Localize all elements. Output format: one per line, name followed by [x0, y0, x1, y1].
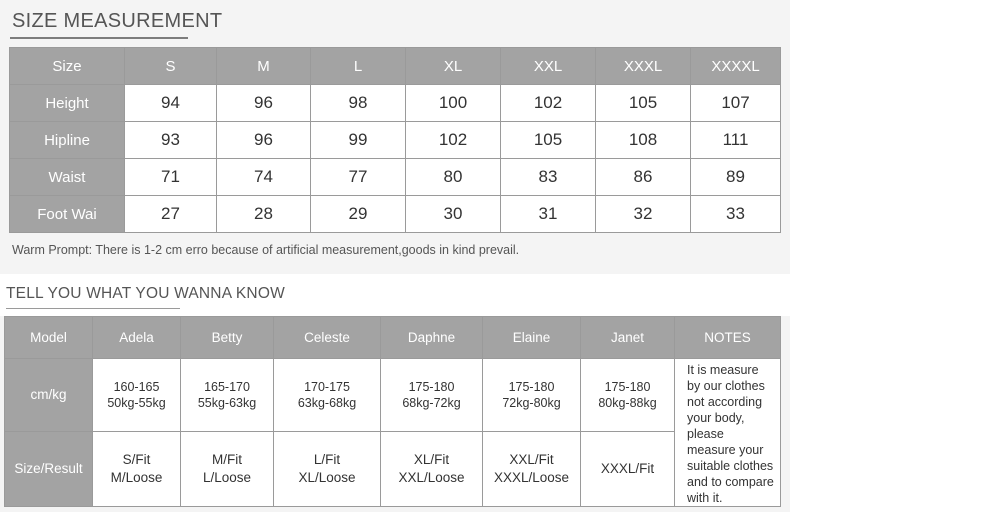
height-range: 175-180	[604, 379, 651, 394]
title-underline	[10, 37, 188, 39]
weight-range: 50kg-55kg	[107, 395, 166, 410]
notes-line: your body,	[687, 411, 745, 425]
notes-cell	[675, 359, 781, 507]
model-section-title: TELL YOU WHAT YOU WANNA KNOW	[6, 285, 285, 302]
table-cell: 31	[501, 196, 596, 233]
header-cell: XXXXL	[691, 48, 781, 85]
row-label: Waist	[10, 159, 125, 196]
loose-result: L/Loose	[202, 469, 252, 485]
model-fit-table	[4, 316, 781, 507]
table-row	[10, 85, 781, 122]
row-label: cm/kg	[5, 359, 93, 432]
header-cell: L	[311, 48, 406, 85]
notes-line: with it.	[687, 491, 723, 505]
table-cell: 105	[596, 85, 691, 122]
table-cell: 102	[406, 122, 501, 159]
table-cell	[381, 359, 483, 432]
table-cell	[381, 431, 483, 506]
table-cell: 32	[596, 196, 691, 233]
notes-line: by our clothes	[687, 379, 765, 393]
table-cell	[181, 431, 274, 506]
notes-header: NOTES	[675, 317, 781, 359]
table-cell: 98	[311, 85, 406, 122]
size-measurement-table	[9, 47, 781, 233]
weight-range: 63kg-68kg	[297, 395, 357, 410]
header-cell: XXL	[501, 48, 596, 85]
table-cell: 111	[691, 122, 781, 159]
loose-result: M/Loose	[110, 469, 163, 485]
table-cell: 93	[125, 122, 217, 159]
notes-line: not according	[687, 395, 763, 409]
table-cell: 74	[217, 159, 311, 196]
header-cell: S	[125, 48, 217, 85]
notes-line: measure your	[687, 443, 764, 457]
row-label: Foot Wai	[10, 196, 125, 233]
table-cell: 71	[125, 159, 217, 196]
weight-range: 55kg-63kg	[197, 395, 257, 410]
table-cell	[274, 431, 381, 506]
weight-range: 68kg-72kg	[402, 395, 461, 410]
table-cell: 100	[406, 85, 501, 122]
header-cell: Adela	[93, 317, 181, 359]
table-cell: 89	[691, 159, 781, 196]
table-cell: 96	[217, 85, 311, 122]
table-row	[10, 122, 781, 159]
fit-result: M/Fit	[212, 451, 242, 467]
size-header-row	[10, 48, 781, 85]
size-measurement-title: SIZE MEASUREMENT	[12, 10, 223, 32]
table-row	[10, 196, 781, 233]
table-cell: 29	[311, 196, 406, 233]
notes-line: suitable clothes	[687, 459, 774, 473]
loose-result: XXXL/Loose	[493, 469, 570, 485]
header-cell: Janet	[581, 317, 675, 359]
header-cell: XXXL	[596, 48, 691, 85]
table-row	[5, 431, 781, 506]
table-cell: 77	[311, 159, 406, 196]
table-cell: 102	[501, 85, 596, 122]
table-cell: 96	[217, 122, 311, 159]
notes-line: It is measure	[687, 363, 759, 377]
model-header-row	[5, 317, 781, 359]
fit-result: XL/Fit	[413, 451, 450, 467]
table-cell	[93, 431, 181, 506]
notes-line: and to compare	[687, 475, 774, 489]
table-cell: 28	[217, 196, 311, 233]
row-label: Hipline	[10, 122, 125, 159]
table-cell	[483, 359, 581, 432]
table-cell: 99	[311, 122, 406, 159]
header-cell: Celeste	[274, 317, 381, 359]
height-range: 175-180	[508, 379, 555, 394]
table-cell	[181, 359, 274, 432]
height-range: 170-175	[304, 379, 350, 394]
row-label: Size/Result	[5, 431, 93, 506]
fit-result: XXXL/Fit	[600, 460, 655, 476]
table-cell	[483, 431, 581, 506]
header-cell: Size	[10, 48, 125, 85]
table-cell: 30	[406, 196, 501, 233]
height-range: 175-180	[408, 379, 455, 394]
warm-prompt: Warm Prompt: There is 1-2 cm erro because of artificial measurement,goods in kind prevail.	[12, 243, 520, 257]
table-row	[5, 359, 781, 432]
table-cell: 83	[501, 159, 596, 196]
table-cell: 94	[125, 85, 217, 122]
weight-range: 80kg-88kg	[598, 395, 657, 410]
table-cell	[274, 359, 381, 432]
fit-result: L/Fit	[313, 451, 341, 467]
row-label: Height	[10, 85, 125, 122]
table-cell: 86	[596, 159, 691, 196]
table-cell: 105	[501, 122, 596, 159]
table-cell: 33	[691, 196, 781, 233]
table-cell: 107	[691, 85, 781, 122]
header-cell: Elaine	[483, 317, 581, 359]
table-cell: 27	[125, 196, 217, 233]
loose-result: XL/Loose	[298, 469, 356, 485]
notes-line: please	[687, 427, 724, 441]
height-range: 160-165	[113, 379, 160, 394]
fit-result: XXL/Fit	[509, 451, 554, 467]
table-row	[10, 159, 781, 196]
table-cell: 108	[596, 122, 691, 159]
weight-range: 72kg-80kg	[502, 395, 561, 410]
header-cell: Daphne	[381, 317, 483, 359]
height-range: 165-170	[204, 379, 250, 394]
table-cell	[581, 431, 675, 506]
header-cell: M	[217, 48, 311, 85]
header-cell: Betty	[181, 317, 274, 359]
table-cell: 80	[406, 159, 501, 196]
table-cell	[581, 359, 675, 432]
header-cell: XL	[406, 48, 501, 85]
title-underline	[6, 308, 180, 309]
table-cell	[93, 359, 181, 432]
fit-result: S/Fit	[122, 451, 151, 467]
header-cell: Model	[5, 317, 93, 359]
loose-result: XXL/Loose	[398, 469, 465, 485]
